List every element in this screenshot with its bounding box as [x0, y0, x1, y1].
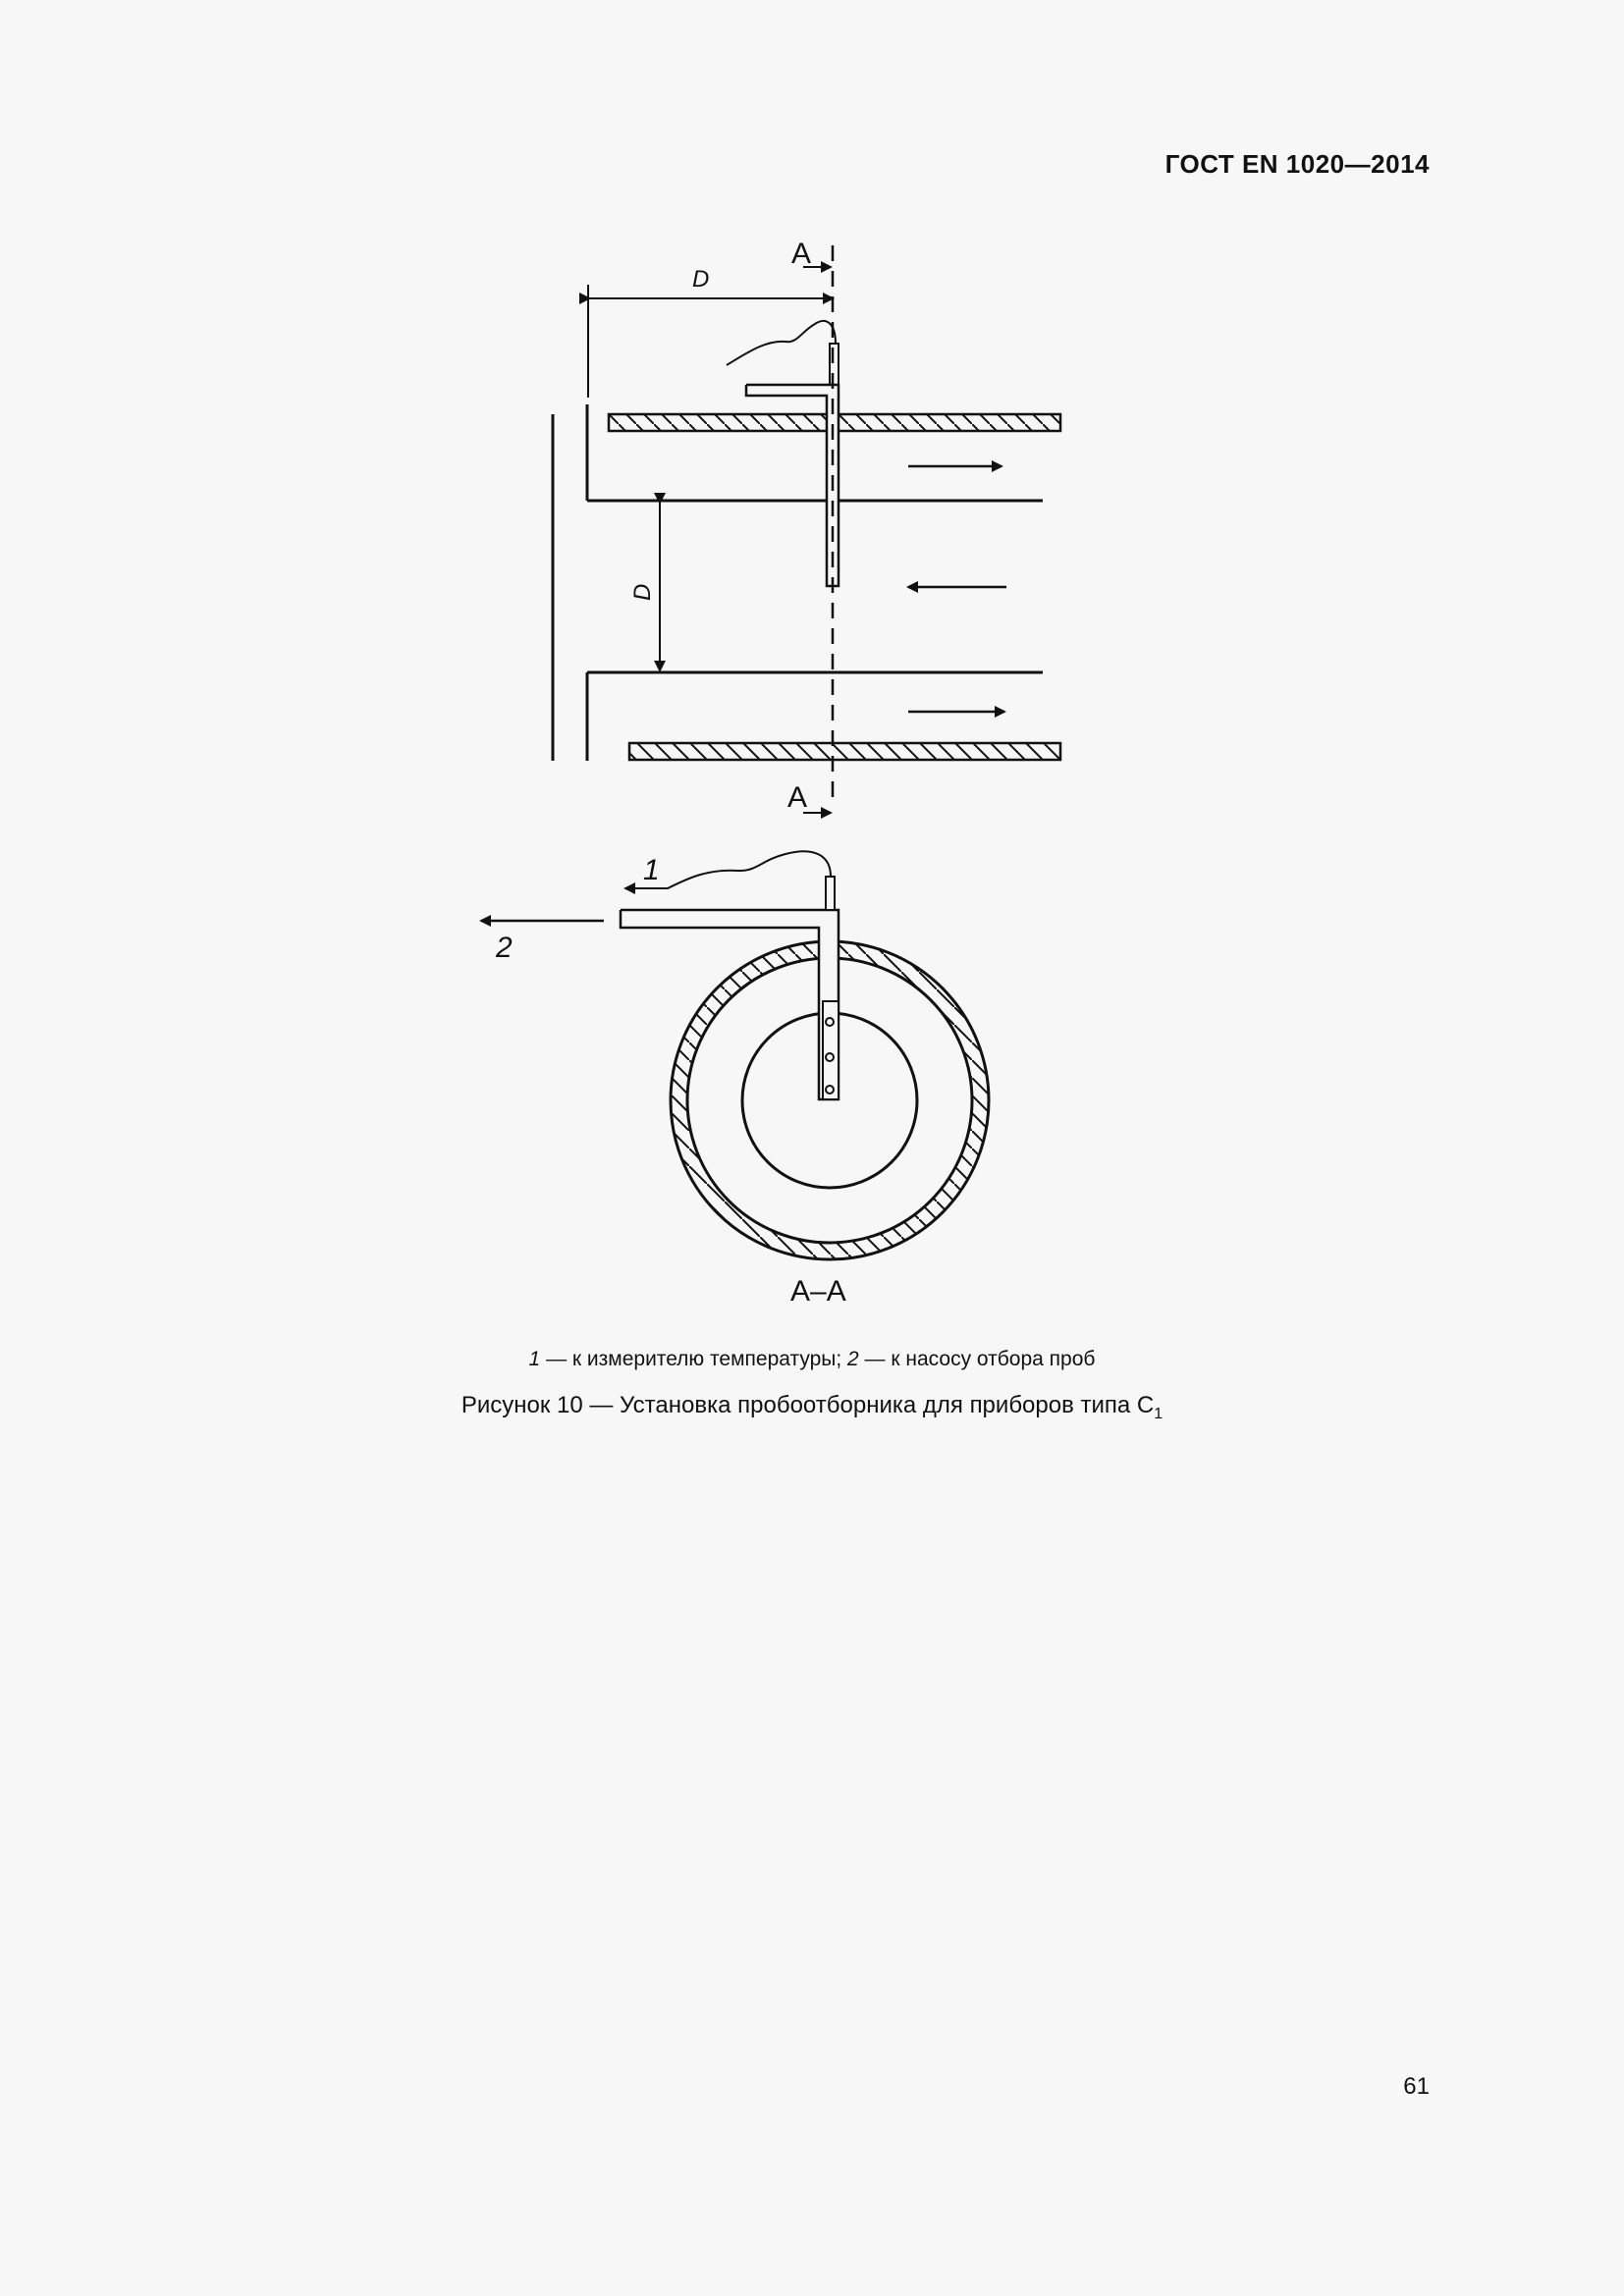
caption-subscript: 1 — [1154, 1406, 1164, 1422]
figure-caption — [0, 1392, 1624, 1423]
section-title: A–A — [790, 1275, 846, 1308]
cross-section-view — [481, 851, 989, 1259]
callout-2: 2 — [496, 932, 513, 964]
figure-legend — [0, 1348, 1624, 1371]
caption-text: Рисунок 10 — Установка пробоотборника для приборов типа C — [460, 1392, 1155, 1418]
dimension-label-horizontal: D — [692, 266, 710, 293]
longitudinal-view — [553, 245, 1060, 813]
legend-key-2: 2 — [847, 1348, 859, 1370]
legend-text-1: — к измерителю температуры; — [540, 1348, 848, 1370]
section-mark-bottom: A — [787, 781, 808, 814]
legend-text-2: — к насосу отбора проб — [858, 1348, 1096, 1370]
section-mark-top: A — [791, 238, 812, 270]
dimension-label-vertical: D — [629, 583, 656, 601]
page-number: 61 — [1403, 2073, 1430, 2100]
callout-1: 1 — [643, 854, 660, 886]
legend-key-1: 1 — [528, 1348, 541, 1370]
standard-header: ГОСТ EN 1020—2014 — [1164, 149, 1430, 179]
